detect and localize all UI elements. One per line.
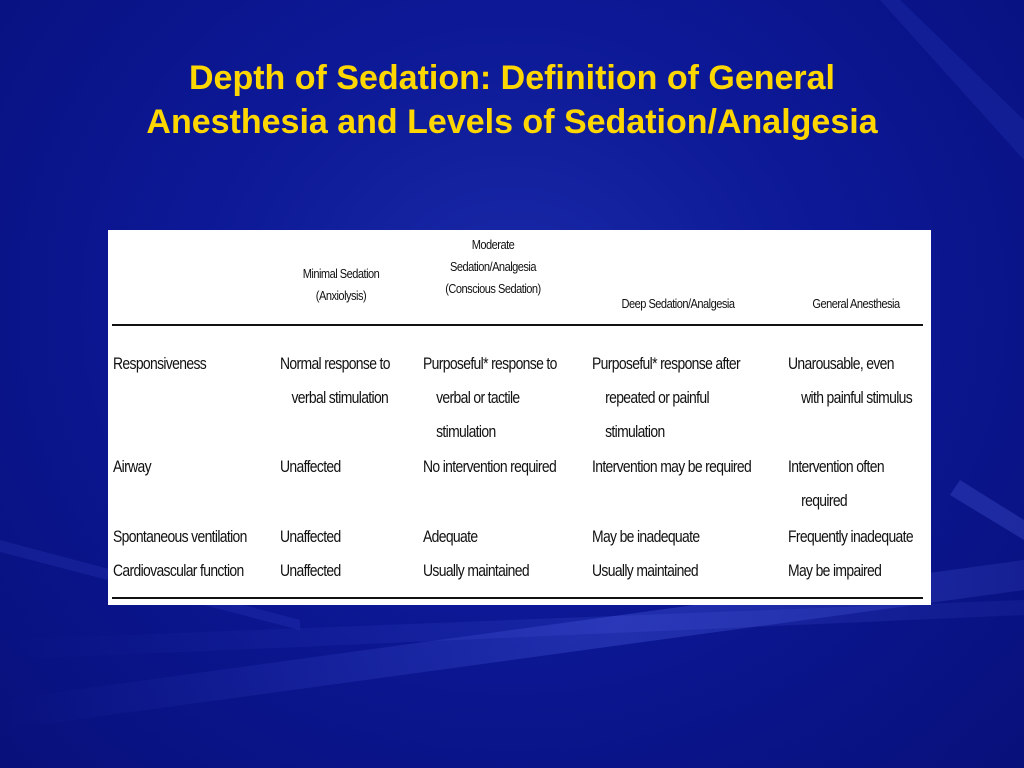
cell-line: required: [801, 491, 848, 510]
cell-line: repeated or painful: [605, 388, 709, 407]
header-deep-line: Deep Sedation/Analgesia: [621, 296, 735, 311]
header-moderate-line: Sedation/Analgesia: [449, 259, 537, 274]
header-minimal-line: (Anxiolysis): [315, 288, 367, 303]
table-cell: [788, 347, 912, 415]
table-cell: [592, 450, 751, 484]
slide-title: [0, 56, 1024, 144]
header-deep: [606, 293, 751, 315]
table-cell: Frequently inadequate: [788, 527, 913, 546]
row-label: Responsiveness: [113, 354, 207, 373]
table-cell: [423, 347, 557, 449]
cell-line: stimulation: [436, 422, 496, 441]
slide-title-line-1: Depth of Sedation: Definition of General: [189, 59, 835, 97]
header-minimal: [286, 263, 397, 307]
cell-line: stimulation: [605, 422, 665, 441]
row-label: Spontaneous ventilation: [113, 527, 247, 546]
bottom-rule: [112, 597, 923, 599]
sedation-levels-table: [108, 230, 931, 605]
row-label: Airway: [113, 457, 151, 476]
table-cell: May be impaired: [788, 561, 882, 580]
cell-line: Purposeful* response to: [423, 354, 557, 373]
table-cell: [788, 450, 884, 518]
header-general-line: General Anesthesia: [812, 296, 900, 311]
header-moderate-line: (Conscious Sedation): [445, 281, 541, 296]
header-moderate: [434, 234, 553, 300]
table-cell: [592, 347, 740, 449]
table-cell: [280, 450, 341, 484]
cell-line: verbal stimulation: [291, 388, 389, 407]
cell-line: No intervention required: [423, 457, 557, 476]
cell-line: Unarousable, even: [788, 354, 894, 373]
header-general: [805, 293, 907, 315]
cell-line: Intervention often: [788, 457, 884, 476]
table-cell: Unaffected: [280, 561, 341, 580]
header-moderate-line: Moderate: [471, 237, 515, 252]
slide-title-line-2: Anesthesia and Levels of Sedation/Analgesia: [146, 103, 878, 141]
table-cell: Usually maintained: [423, 561, 529, 580]
table-cell: [280, 347, 390, 415]
cell-line: with painful stimulus: [801, 388, 913, 407]
cell-line: Intervention may be required: [592, 457, 752, 476]
cell-line: verbal or tactile: [436, 388, 520, 407]
header-rule: [112, 324, 923, 326]
table-cell: May be inadequate: [592, 527, 700, 546]
row-label: Cardiovascular function: [113, 561, 244, 580]
cell-line: Normal response to: [280, 354, 390, 373]
header-minimal-line: Minimal Sedation: [302, 266, 380, 281]
table-cell: Adequate: [423, 527, 478, 546]
table-cell: [423, 450, 556, 484]
cell-line: Unaffected: [280, 457, 341, 476]
table-cell: Usually maintained: [592, 561, 698, 580]
cell-line: Purposeful* response after: [592, 354, 741, 373]
table-cell: Unaffected: [280, 527, 341, 546]
